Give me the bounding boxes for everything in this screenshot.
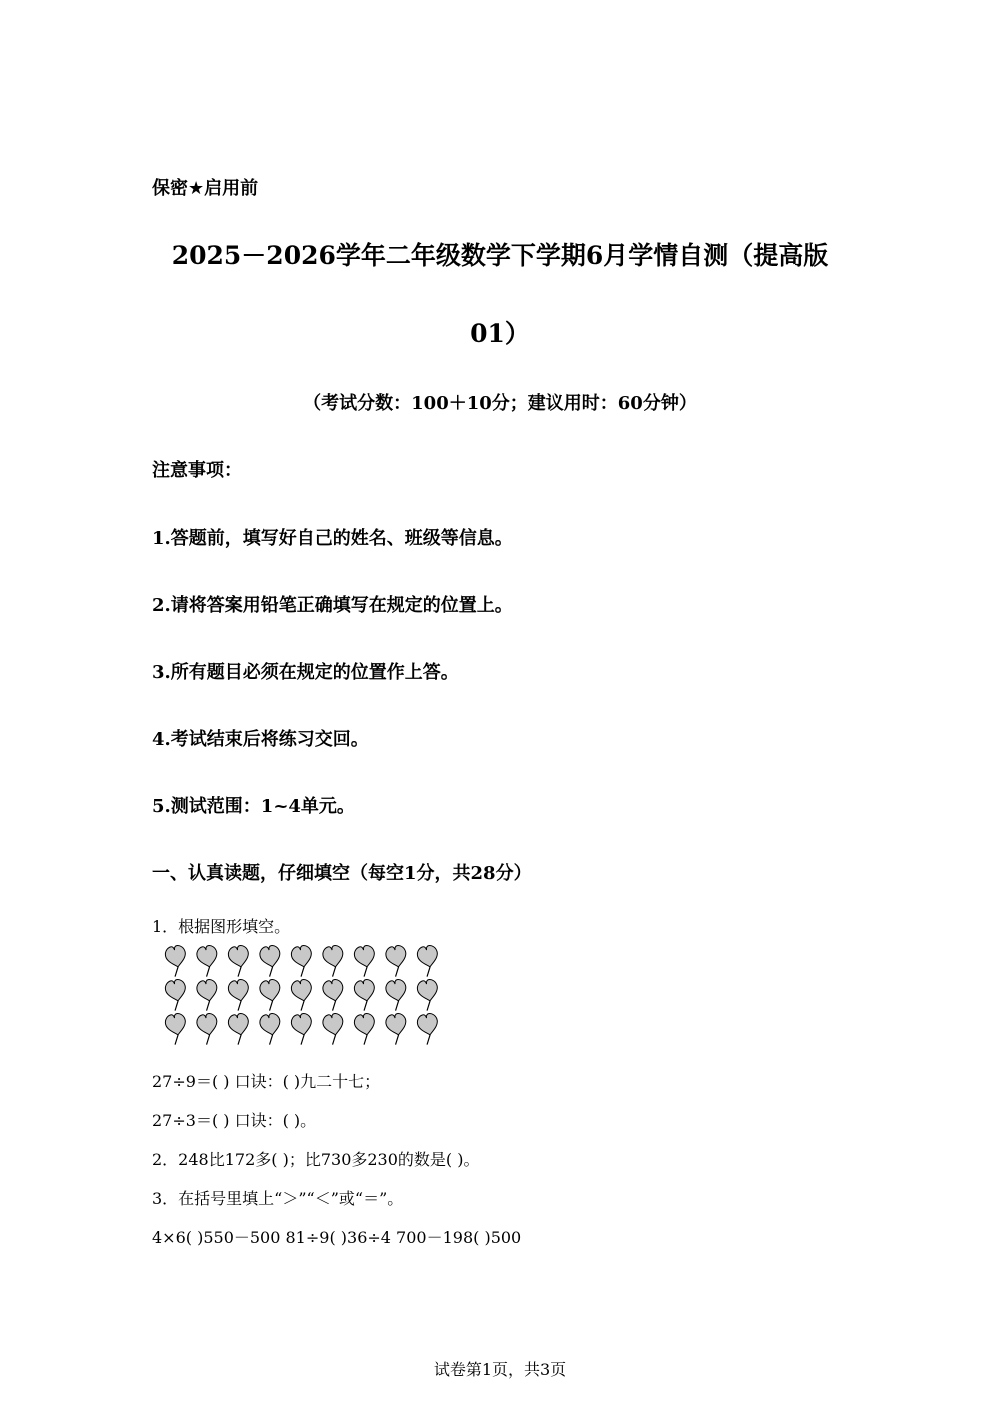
heart-lollipop-icon <box>290 1012 316 1046</box>
heart-lollipop-icon <box>164 1012 190 1046</box>
exam-title-line2: 01） <box>470 319 530 348</box>
heart-lollipop-icon <box>321 944 347 978</box>
heart-lollipop-icon <box>290 944 316 978</box>
note-item: 2.请将答案用铅笔正确填写在规定的位置上。 <box>152 595 513 616</box>
question-1-prompt: 1．根据图形填空。 <box>152 917 291 936</box>
heart-lollipop-icon <box>227 978 253 1012</box>
notes-heading: 注意事项： <box>152 460 242 481</box>
section-heading: 一、认真读题，仔细填空（每空1分，共28分） <box>152 863 532 884</box>
question-1-line2: 27÷3＝( ) 口诀：( )。 <box>152 1111 317 1130</box>
heart-lollipop-icon <box>195 1012 221 1046</box>
heart-lollipop-icon <box>258 1012 284 1046</box>
heart-lollipop-icon <box>416 944 442 978</box>
heart-lollipop-icon <box>321 978 347 1012</box>
heart-lollipop-icon <box>290 978 316 1012</box>
heart-lollipop-icon <box>384 978 410 1012</box>
heart-lollipop-figure <box>158 944 448 1048</box>
question-3-prompt: 3．在括号里填上“＞”“＜”或“＝”。 <box>152 1189 404 1208</box>
heart-lollipop-icon <box>353 944 379 978</box>
heart-lollipop-icon <box>353 1012 379 1046</box>
note-item: 1.答题前，填写好自己的姓名、班级等信息。 <box>152 528 513 549</box>
heart-lollipop-icon <box>258 944 284 978</box>
heart-lollipop-icon <box>384 1012 410 1046</box>
page-footer: 试卷第1页，共3页 <box>433 1360 567 1379</box>
heart-lollipop-icon <box>195 978 221 1012</box>
heart-lollipop-icon <box>164 944 190 978</box>
confidential-label: 保密★启用前 <box>152 178 259 199</box>
question-3-line: 4×6( )550－500 81÷9( )36÷4 700－198( )500 <box>152 1228 522 1247</box>
question-2: 2．248比172多( )；比730多230的数是( )。 <box>152 1150 480 1169</box>
heart-lollipop-icon <box>164 978 190 1012</box>
heart-lollipop-icon <box>258 978 284 1012</box>
exam-title-line1: 2025－2026学年二年级数学下学期6月学情自测（提高版 <box>171 241 829 270</box>
heart-lollipop-icon <box>353 978 379 1012</box>
heart-lollipop-icon <box>227 1012 253 1046</box>
exam-subtitle: （考试分数：100＋10分；建议用时：60分钟） <box>303 393 697 414</box>
note-item: 5.测试范围：1~4单元。 <box>152 796 355 817</box>
heart-lollipop-icon <box>321 1012 347 1046</box>
heart-lollipop-icon <box>195 944 221 978</box>
heart-lollipop-icon <box>384 944 410 978</box>
note-item: 3.所有题目必须在规定的位置作上答。 <box>152 662 459 683</box>
heart-lollipop-icon <box>227 944 253 978</box>
question-1-line1: 27÷9＝( ) 口诀：( )九二十七； <box>152 1072 381 1091</box>
heart-lollipop-icon <box>416 978 442 1012</box>
heart-lollipop-icon <box>416 1012 442 1046</box>
note-item: 4.考试结束后将练习交回。 <box>152 729 369 750</box>
